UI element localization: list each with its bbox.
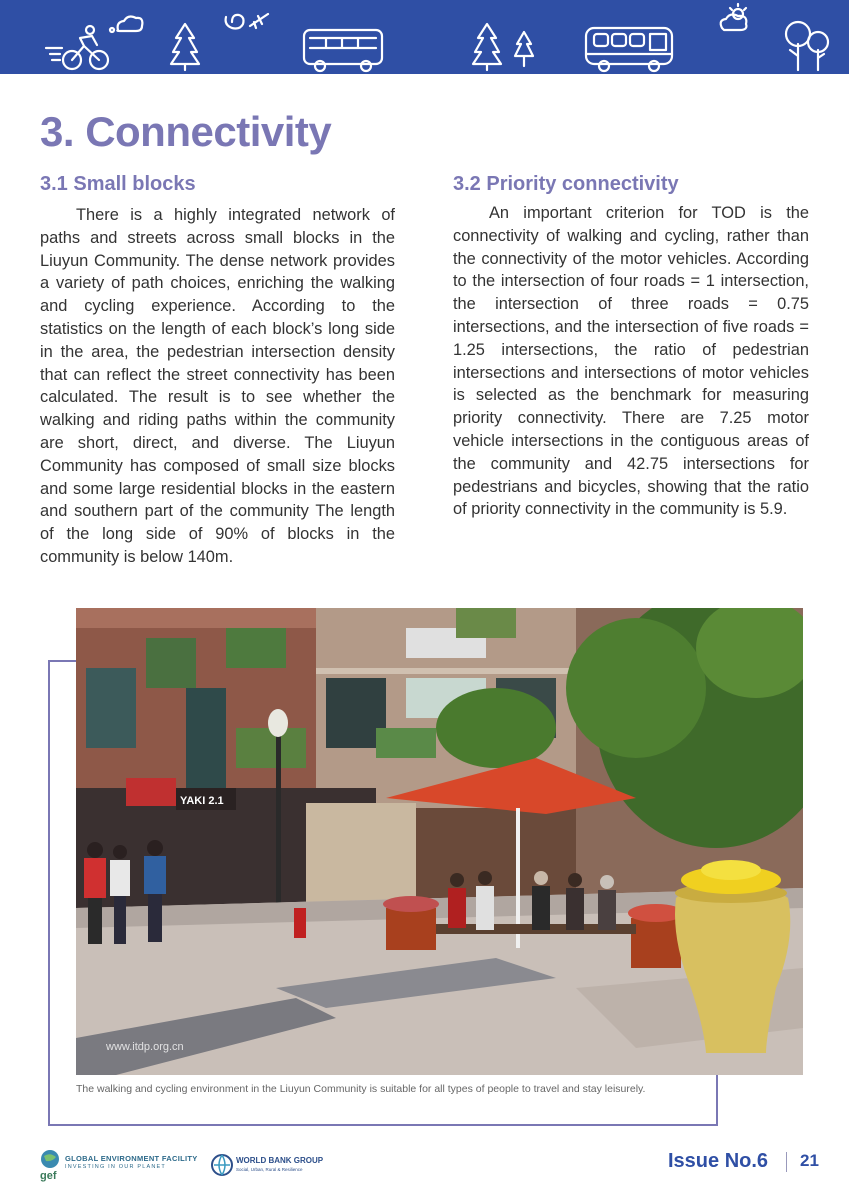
top-banner xyxy=(0,0,849,74)
photo-watermark: www.itdp.org.cn xyxy=(106,1041,184,1053)
shop-sign: YAKI 2.1 xyxy=(180,795,224,807)
left-column-body: There is a highly integrated network of paths and streets across small blocks in the Liuyun Community. The dense network provides a variety of path choices, enriching the walking and cycling experience. According to the statistics on the length of each block’s long side in the area, the pedestrian intersection density that can reflect the street connectivity has been calculated. The result is to see whether the walking and riding paths within the community are short, direct, and diverse. The Liuyun Community has composed of small size blocks and some large residential blocks in the eastern and southern part of the community The length of the long side of 90% of blocks in the community is below 140m. xyxy=(40,206,395,566)
world-bank-logo xyxy=(210,1148,340,1182)
cyclist-icon xyxy=(46,26,108,69)
world-bank-name: WORLD BANK GROUP xyxy=(236,1156,324,1165)
world-bank-tagline: Social, Urban, Rural & Resilience xyxy=(236,1167,303,1172)
left-column-heading: 3.1 Small blocks xyxy=(40,173,196,195)
tree-icon xyxy=(808,32,828,70)
airplane-icon xyxy=(250,14,268,28)
pine-tree-icon xyxy=(515,32,533,66)
street-photo xyxy=(76,608,803,1075)
pine-tree-icon xyxy=(473,24,501,70)
pine-tree-icon xyxy=(171,24,199,70)
tree-icon xyxy=(786,22,810,70)
bus-icon xyxy=(304,30,382,71)
sun-cloud-icon xyxy=(721,4,747,30)
gef-logo xyxy=(38,1148,198,1182)
swirl-icon xyxy=(226,15,244,29)
issue-label: Issue No.6 xyxy=(668,1150,769,1172)
right-column-body: An important criterion for TOD is the connectivity of walking and cycling, rather than the connectivity of the motor vehicles. According to the intersection of four roads = 1 intersection, the intersection of three roads = 0.75 intersections, and the intersection of five roads = 1.25 intersections, the ratio of pedestrian intersections and intersections of motor vehicles is selected as the benchmark for measuring priority connectivity. There are 7.25 motor vehicle intersections in the contiguous areas of the community and 42.75 intersections for pedestrians and bicycles, showing that the ratio of priority connectivity in the community is 5.9. xyxy=(453,204,809,519)
gef-name: GLOBAL ENVIRONMENT FACILITY xyxy=(65,1154,198,1163)
cloud-icon xyxy=(110,17,142,32)
tram-icon xyxy=(586,28,672,71)
gef-tagline: INVESTING IN OUR PLANET xyxy=(65,1164,166,1170)
page-number: 21 xyxy=(800,1151,819,1170)
footer-divider xyxy=(786,1152,787,1172)
photo-caption: The walking and cycling environment in the Liuyun Community is suitable for all types of people to travel and stay leisurely. xyxy=(76,1083,646,1095)
gef-mark: gef xyxy=(40,1170,57,1182)
section-title: 3. Connectivity xyxy=(40,108,332,155)
right-column-heading: 3.2 Priority connectivity xyxy=(453,173,679,195)
